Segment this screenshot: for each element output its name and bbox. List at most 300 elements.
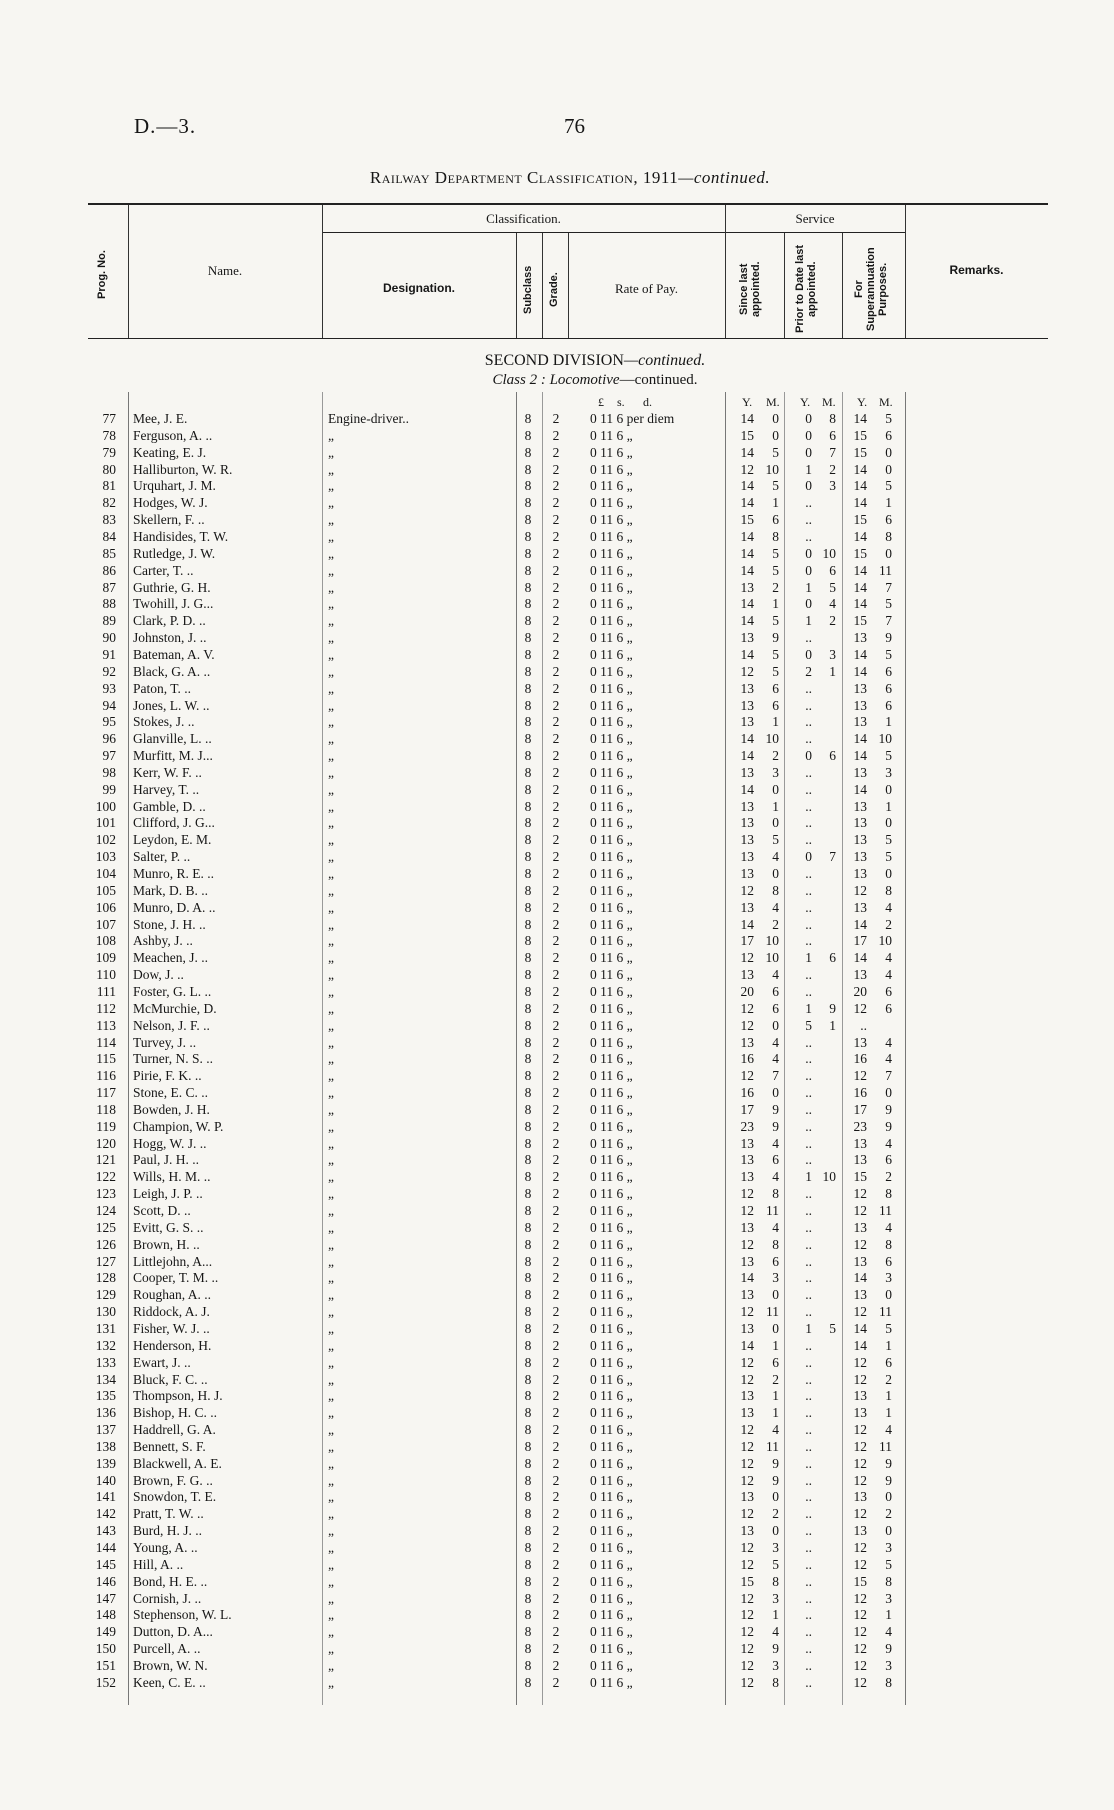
cell-rate-of-pay: 0 11 6 „	[590, 1203, 633, 1218]
cell-subclass: 8	[524, 579, 532, 595]
cell-super-years: 16	[853, 1085, 867, 1100]
table-row	[0, 1018, 1114, 1034]
cell-designation: „	[328, 1169, 334, 1185]
cell-prog-no: 110	[96, 967, 116, 983]
cell-super-years: 12	[853, 1624, 867, 1640]
cell-rate-of-pay: 0 11 6 „	[590, 1506, 633, 1522]
table-row	[0, 1439, 1114, 1455]
cell-prior-months: 7	[829, 444, 836, 460]
cell-designation: „	[328, 478, 334, 494]
cell-grade: 2	[552, 798, 560, 814]
cell-since-years: 13	[740, 630, 754, 646]
cell-super-months: 4	[885, 1135, 892, 1151]
cell-name: Guthrie, G. H.	[133, 579, 211, 595]
cell-designation: „	[328, 613, 334, 629]
cell-designation: „	[328, 714, 334, 730]
cell-name: Bateman, A. V.	[133, 646, 215, 662]
cell-name: Stone, J. H. ..	[133, 916, 206, 932]
table-row	[0, 1102, 1114, 1118]
cell-since-years: 12	[740, 1371, 754, 1387]
cell-super-months: 3	[885, 1540, 892, 1555]
cell-subclass: 8	[524, 781, 532, 797]
cell-super-months: 11	[879, 1203, 892, 1218]
cell-name: Urquhart, J. M.	[133, 478, 216, 494]
cell-name: Kerr, W. F. ..	[133, 764, 202, 780]
cell-since-months: 1	[772, 1337, 779, 1353]
cell-super-years: 15	[853, 512, 867, 528]
cell-designation: „	[328, 849, 334, 865]
cell-name: Bowden, J. H.	[133, 1101, 210, 1117]
cell-prior-years: ..	[805, 1556, 812, 1572]
cell-designation: „	[328, 562, 334, 578]
cell-rate-of-pay: 0 11 6 „	[590, 1556, 633, 1572]
cell-super-years: 13	[853, 1388, 867, 1404]
classification-rule	[322, 232, 725, 233]
cell-super-months: 0	[885, 1523, 892, 1539]
cell-name: Keen, C. E. ..	[133, 1674, 206, 1690]
cell-since-months: 0	[772, 411, 779, 426]
cell-since-years: 14	[740, 444, 754, 460]
cell-since-years: 15	[740, 512, 754, 528]
cell-prior-months: 5	[829, 579, 836, 595]
cell-super-years: 12	[853, 1674, 867, 1690]
cell-super-years: 13	[853, 764, 867, 780]
cell-rate-of-pay: 0 11 6 „	[590, 1405, 633, 1421]
cell-subclass: 8	[524, 613, 532, 629]
cell-designation: „	[328, 444, 334, 460]
cell-grade: 2	[552, 1422, 560, 1437]
cell-since-years: 12	[740, 1540, 754, 1555]
cell-since-years: 13	[740, 798, 754, 814]
table-row	[0, 647, 1114, 663]
cell-prior-years: ..	[805, 1540, 812, 1555]
cell-since-years: 14	[740, 411, 754, 426]
cell-prior-years: ..	[805, 1304, 812, 1320]
cell-designation: „	[328, 1506, 334, 1522]
cell-grade: 2	[552, 1624, 560, 1640]
cell-rate-of-pay: 0 11 6 „	[590, 427, 633, 443]
cell-name: Cooper, T. M. ..	[133, 1270, 219, 1286]
cell-grade: 2	[552, 646, 560, 662]
cell-prior-years: ..	[805, 815, 812, 831]
cell-subclass: 8	[524, 1573, 532, 1589]
cell-rate-of-pay: 0 11 6 „	[590, 478, 633, 494]
cell-super-months: 3	[885, 1270, 892, 1286]
cell-rate-of-pay: 0 11 6 „	[590, 815, 633, 831]
cell-designation: „	[328, 1068, 334, 1084]
cell-super-months: 5	[885, 748, 892, 763]
cell-since-months: 5	[772, 562, 779, 578]
cell-subclass: 8	[524, 1405, 532, 1421]
column-header-classification: Classification.	[486, 211, 561, 226]
cell-rate-of-pay: 0 11 6 „	[590, 1169, 633, 1185]
cell-prog-no: 85	[102, 545, 116, 561]
cell-prog-no: 143	[95, 1523, 116, 1539]
cell-since-years: 12	[740, 950, 754, 966]
cell-designation: „	[328, 832, 334, 848]
cell-since-years: 12	[740, 1236, 754, 1252]
cell-super-months: 11	[879, 562, 892, 578]
page-title	[290, 168, 850, 188]
cell-since-years: 14	[740, 781, 754, 797]
cell-prog-no: 131	[95, 1320, 116, 1336]
cell-prior-years: ..	[805, 630, 812, 646]
cell-super-years: 13	[853, 1405, 867, 1421]
unit-months: M.	[766, 395, 780, 409]
cell-grade: 2	[552, 1017, 560, 1033]
table-row	[0, 933, 1114, 949]
cell-grade: 2	[552, 1590, 560, 1606]
cell-since-years: 13	[740, 1034, 754, 1050]
cell-grade: 2	[552, 1438, 560, 1454]
cell-super-months: 4	[885, 1051, 892, 1067]
cell-super-years: 14	[853, 646, 867, 662]
cell-super-years: 13	[853, 697, 867, 713]
cell-designation: „	[328, 1674, 334, 1690]
cell-name: Jones, L. W. ..	[133, 697, 210, 713]
cell-subclass: 8	[524, 1017, 532, 1033]
cell-grade: 2	[552, 866, 560, 881]
cell-name: Brown, W. N.	[133, 1657, 208, 1673]
cell-since-months: 5	[772, 1556, 779, 1572]
cell-super-months: 1	[885, 714, 892, 730]
cell-prog-no: 77	[102, 411, 116, 426]
cell-super-months: 0	[885, 1489, 892, 1505]
cell-since-years: 16	[740, 1051, 754, 1067]
cell-prog-no: 96	[102, 731, 116, 747]
unit-pence: d.	[643, 395, 652, 409]
cell-grade: 2	[552, 1236, 560, 1252]
cell-since-years: 20	[740, 983, 754, 999]
cell-rate-of-pay: 0 11 6 „	[590, 950, 633, 966]
cell-super-years: 13	[853, 1489, 867, 1505]
service-rule	[725, 232, 905, 233]
column-header-grade: Grade.	[548, 272, 560, 308]
cell-prog-no: 136	[95, 1405, 116, 1421]
cell-since-years: 14	[740, 916, 754, 932]
cell-rate-of-pay: 0 11 6 „	[590, 1000, 633, 1016]
cell-prior-months: 5	[829, 1320, 836, 1336]
table-row	[0, 748, 1114, 764]
cell-rate-of-pay: 0 11 6 „	[590, 781, 633, 797]
cell-subclass: 8	[524, 866, 532, 881]
cell-since-years: 13	[740, 1152, 754, 1168]
cell-prog-no: 81	[102, 478, 116, 494]
cell-grade: 2	[552, 1573, 560, 1589]
cell-super-years: 14	[853, 1320, 867, 1336]
cell-since-months: 1	[772, 596, 779, 612]
cell-since-months: 5	[772, 663, 779, 679]
cell-prior-years: ..	[805, 1523, 812, 1539]
cell-prog-no: 115	[96, 1051, 116, 1067]
cell-since-months: 0	[772, 1017, 779, 1033]
cell-prior-months: 7	[829, 849, 836, 865]
cell-prog-no: 142	[95, 1506, 116, 1522]
cell-designation: „	[328, 512, 334, 528]
cell-super-years: 13	[853, 1253, 867, 1269]
cell-prog-no: 137	[95, 1422, 116, 1437]
cell-subclass: 8	[524, 411, 532, 426]
cell-prior-years: ..	[805, 1118, 812, 1134]
cell-designation: „	[328, 1034, 334, 1050]
table-row	[0, 1035, 1114, 1051]
cell-prior-years: ..	[805, 1371, 812, 1387]
table-row	[0, 613, 1114, 629]
cell-prior-years: ..	[805, 1657, 812, 1673]
cell-prog-no: 94	[102, 697, 116, 713]
cell-prior-years: 0	[805, 596, 812, 612]
cell-super-months: 9	[885, 1472, 892, 1488]
cell-designation: „	[328, 1489, 334, 1505]
cell-designation: „	[328, 1186, 334, 1202]
cell-super-months: 7	[885, 579, 892, 595]
cell-name: Johnston, J. ..	[133, 630, 207, 646]
cell-rate-of-pay: 0 11 6 „	[590, 1135, 633, 1151]
cell-since-months: 6	[772, 512, 779, 528]
cell-prior-years: ..	[805, 1506, 812, 1522]
cell-name: Handisides, T. W.	[133, 529, 229, 544]
cell-name: Paton, T. ..	[133, 680, 192, 696]
cell-rate-of-pay: 0 11 6 „	[590, 1455, 633, 1471]
table-row	[0, 428, 1114, 444]
cell-super-months: 1	[885, 495, 892, 511]
cell-prog-no: 114	[96, 1034, 116, 1050]
cell-prog-no: 93	[102, 680, 116, 696]
cell-rate-of-pay: 0 11 6 „	[590, 899, 633, 915]
cell-name: Hodges, W. J.	[133, 495, 208, 511]
cell-subclass: 8	[524, 1489, 532, 1505]
cell-grade: 2	[552, 680, 560, 696]
cell-since-years: 12	[740, 663, 754, 679]
cell-super-years: 17	[853, 933, 867, 949]
cell-name: Champion, W. P.	[133, 1118, 224, 1134]
cell-super-years: 14	[853, 461, 867, 477]
cell-super-months: 0	[885, 866, 892, 881]
table-row	[0, 1270, 1114, 1286]
cell-prior-years: ..	[805, 1472, 812, 1488]
cell-subclass: 8	[524, 798, 532, 814]
cell-prior-years: ..	[805, 916, 812, 932]
cell-name: Rutledge, J. W.	[133, 545, 216, 561]
cell-prog-no: 101	[95, 815, 116, 831]
cell-prior-years: ..	[805, 1186, 812, 1202]
cell-prog-no: 97	[102, 748, 116, 763]
cell-prior-months: 1	[829, 663, 836, 679]
cell-grade: 2	[552, 1320, 560, 1336]
cell-prog-no: 87	[102, 579, 116, 595]
cell-super-months: 8	[885, 529, 892, 544]
cell-since-years: 14	[740, 1270, 754, 1286]
cell-super-months: 2	[885, 1506, 892, 1522]
table-row	[0, 1675, 1114, 1691]
cell-since-months: 5	[772, 646, 779, 662]
cell-super-months: 8	[885, 1573, 892, 1589]
cell-subclass: 8	[524, 1422, 532, 1437]
cell-rate-of-pay: 0 11 6 „	[590, 579, 633, 595]
cell-designation: „	[328, 1152, 334, 1168]
cell-prog-no: 130	[95, 1304, 116, 1320]
divider	[842, 233, 843, 338]
cell-since-months: 6	[772, 1354, 779, 1370]
cell-designation: „	[328, 1657, 334, 1673]
cell-name: Pirie, F. K. ..	[133, 1068, 202, 1084]
cell-super-years: 14	[853, 916, 867, 932]
cell-super-years: 14	[853, 562, 867, 578]
cell-rate-of-pay: 0 11 6 „	[590, 1051, 633, 1067]
cell-super-years: 14	[853, 1270, 867, 1286]
table-row	[0, 714, 1114, 730]
cell-subclass: 8	[524, 1203, 532, 1218]
cell-super-years: 12	[853, 1472, 867, 1488]
cell-super-months: 5	[885, 646, 892, 662]
cell-subclass: 8	[524, 1101, 532, 1117]
cell-since-months: 8	[772, 1236, 779, 1252]
cell-prior-years: ..	[805, 866, 812, 881]
cell-since-months: 1	[772, 1607, 779, 1623]
cell-prog-no: 121	[95, 1152, 116, 1168]
cell-since-months: 1	[772, 1388, 779, 1404]
cell-subclass: 8	[524, 1624, 532, 1640]
table-row	[0, 478, 1114, 494]
cell-grade: 2	[552, 697, 560, 713]
cell-rate-of-pay: 0 11 6 „	[590, 562, 633, 578]
cell-subclass: 8	[524, 1152, 532, 1168]
cell-super-years: 14	[853, 411, 867, 426]
cell-rate-of-pay: 0 11 6 „	[590, 1186, 633, 1202]
cell-prior-years: ..	[805, 714, 812, 730]
cell-prior-years: 1	[805, 461, 812, 477]
division-name: SECOND DIVISION	[484, 352, 624, 369]
cell-prior-months: 10	[822, 1169, 836, 1185]
cell-super-years: 12	[853, 1068, 867, 1084]
cell-since-months: 8	[772, 529, 779, 544]
cell-prior-years: 1	[805, 613, 812, 629]
cell-super-years: 13	[853, 866, 867, 881]
cell-since-months: 5	[772, 832, 779, 848]
cell-since-months: 9	[772, 1641, 779, 1657]
table-row	[0, 815, 1114, 831]
cell-subclass: 8	[524, 444, 532, 460]
cell-designation: „	[328, 545, 334, 561]
cell-grade: 2	[552, 1118, 560, 1134]
cell-rate-of-pay: 0 11 6 „	[590, 512, 633, 528]
cell-rate-of-pay: 0 11 6 „	[590, 748, 633, 763]
cell-since-months: 11	[766, 1203, 779, 1218]
cell-super-months: 5	[885, 478, 892, 494]
cell-prior-years: ..	[805, 1438, 812, 1454]
cell-name: Foster, G. L. ..	[133, 983, 212, 999]
cell-rate-of-pay: 0 11 6 „	[590, 1489, 633, 1505]
cell-subclass: 8	[524, 882, 532, 898]
cell-since-years: 12	[740, 1590, 754, 1606]
cell-subclass: 8	[524, 1556, 532, 1572]
cell-designation: „	[328, 1085, 334, 1100]
cell-prog-no: 146	[95, 1573, 116, 1589]
cell-since-years: 14	[740, 1337, 754, 1353]
cell-prog-no: 133	[95, 1354, 116, 1370]
cell-prog-no: 103	[95, 849, 116, 865]
cell-super-months: 8	[885, 1674, 892, 1690]
cell-name: Stokes, J. ..	[133, 714, 195, 730]
cell-prior-years: ..	[805, 1590, 812, 1606]
cell-grade: 2	[552, 495, 560, 511]
cell-name: Pratt, T. W. ..	[133, 1506, 204, 1522]
cell-super-years: 13	[853, 1135, 867, 1151]
cell-designation: „	[328, 1455, 334, 1471]
table-row	[0, 1085, 1114, 1101]
cell-designation: „	[328, 1590, 334, 1606]
cell-name: McMurchie, D.	[133, 1000, 217, 1016]
cell-super-months: 5	[885, 1556, 892, 1572]
cell-prior-years: ..	[805, 1051, 812, 1067]
cell-designation: „	[328, 933, 334, 949]
cell-since-years: 12	[740, 1186, 754, 1202]
cell-prior-months: 3	[829, 646, 836, 662]
table-row	[0, 1574, 1114, 1590]
cell-super-years: 12	[853, 1540, 867, 1555]
cell-since-months: 6	[772, 697, 779, 713]
cell-name: Ashby, J. ..	[133, 933, 193, 949]
cell-super-years: 15	[853, 444, 867, 460]
cell-designation: „	[328, 1320, 334, 1336]
cell-name: Glanville, L. ..	[133, 731, 212, 747]
cell-since-months: 9	[772, 1101, 779, 1117]
cell-subclass: 8	[524, 815, 532, 831]
cell-super-years: 16	[853, 1051, 867, 1067]
cell-prog-no: 140	[95, 1472, 116, 1488]
cell-grade: 2	[552, 1405, 560, 1421]
cell-since-years: 14	[740, 748, 754, 763]
cell-super-years: 13	[853, 1287, 867, 1303]
cell-designation: „	[328, 1253, 334, 1269]
cell-grade: 2	[552, 545, 560, 561]
cell-subclass: 8	[524, 1287, 532, 1303]
cell-grade: 2	[552, 512, 560, 528]
cell-rate-of-pay: 0 11 6 „	[590, 1388, 633, 1404]
unit-years: Y.	[800, 395, 811, 409]
cell-grade: 2	[552, 714, 560, 730]
cell-subclass: 8	[524, 1388, 532, 1404]
cell-rate-of-pay: 0 11 6 „	[590, 1523, 633, 1539]
cell-since-years: 13	[740, 1320, 754, 1336]
cell-name: Leydon, E. M.	[133, 832, 212, 848]
cell-name: Bluck, F. C. ..	[133, 1371, 208, 1387]
table-row	[0, 1355, 1114, 1371]
cell-designation: „	[328, 663, 334, 679]
cell-prog-no: 128	[95, 1270, 116, 1286]
table-row	[0, 1254, 1114, 1270]
table-row	[0, 1169, 1114, 1185]
cell-subclass: 8	[524, 933, 532, 949]
cell-since-months: 2	[772, 916, 779, 932]
cell-super-years: 12	[853, 1455, 867, 1471]
cell-designation: „	[328, 1203, 334, 1218]
header-bottom-rule	[88, 338, 1048, 339]
cell-since-years: 13	[740, 764, 754, 780]
cell-since-months: 10	[765, 933, 779, 949]
cell-grade: 2	[552, 630, 560, 646]
cell-since-years: 12	[740, 1472, 754, 1488]
column-header-for-super: For Superannuation Purposes.	[853, 247, 890, 331]
cell-prior-years: ..	[805, 781, 812, 797]
cell-subclass: 8	[524, 1000, 532, 1016]
table-row	[0, 1068, 1114, 1084]
cell-rate-of-pay: 0 11 6 „	[590, 916, 633, 932]
cell-grade: 2	[552, 461, 560, 477]
cell-prior-years: 0	[805, 646, 812, 662]
table-row	[0, 984, 1114, 1000]
cell-prior-years: ..	[805, 1085, 812, 1100]
